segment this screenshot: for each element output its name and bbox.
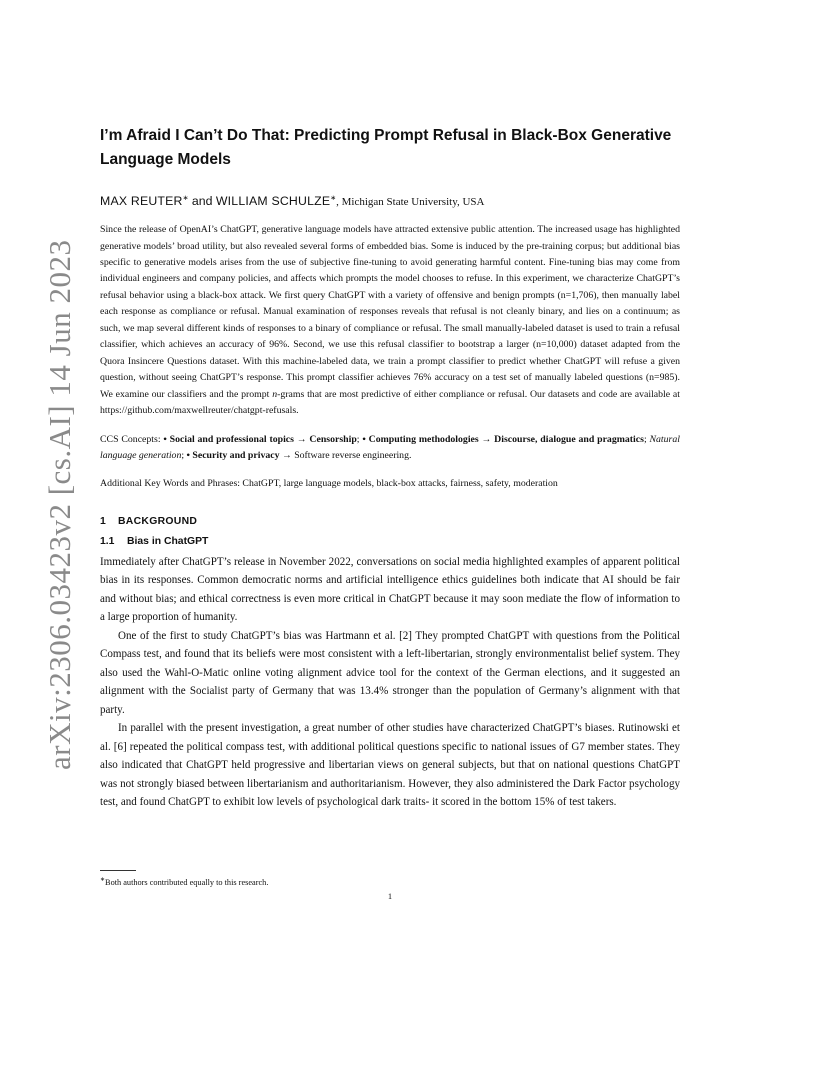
footnote-text: Both authors contributed equally to this research. <box>105 877 269 887</box>
paragraph-2: One of the first to study ChatGPT’s bias was Hartmann et al. [2] They prompted ChatGPT with questions from the Political Compass test, and found that its beliefs were most consistent with a left-libertarian, strongly environmentalist belief system. They also used the Wahl-O-Matic online voting alignment advice tool for the context of the German elections, and it suggested an alignment with the Socialist party of Germany that was 13.4% stronger than the population of Germany’s alignment with that party. <box>100 629 680 716</box>
section-heading <box>100 516 680 527</box>
author-mark-2: ∗ <box>330 195 337 202</box>
arxiv-identifier-stamp: arXiv:2306.03423v2 [cs.AI] 14 Jun 2023 <box>42 239 77 770</box>
ccs-sep-3: ; <box>181 450 187 462</box>
ccs-label: CCS Concepts: <box>100 433 164 445</box>
abstract-italic-n: n <box>272 388 278 400</box>
author-line <box>100 194 680 208</box>
subsection-title: Bias in ChatGPT <box>127 535 209 547</box>
abstract-text-1: Since the release of OpenAI’s ChatGPT, generative language models have attracted extensive public attention. The increased usage has highlighted generative models’ broad utility, but also revealed several forms of embedded bias. Some is induced by the pre-training corpus; but additional bias specific to generative models arises from the use of subjective fine-tuning to avoid generating harmful content. Fine-tuning bias may come from individual engineers and company policies, and affects which prompts the model chooses to refuse. In this experiment, we characterize ChatGPT’s refusal behavior using a black-box attack. We first query ChatGPT with a variety of offensive and benign prompts (n=1,706), then manually label each response as compliance or refusal. Manual examination of responses reveals that refusal is not cleanly binary, and lies on a continuum; as such, we map several different kinds of responses to a binary of compliance or refusal. The small manually-labeled dataset is used to train a refusal classifier, which achieves an accuracy of 96%. Second, we use this refusal classifier to bootstrap a larger (n=10,000) dataset adapted from the Quora Insincere Questions dataset. With this machine-labeled data, we train a prompt classifier to predict whether ChatGPT will refuse a given question, without seeing ChatGPT’s response. This prompt classifier achieves 76% accuracy on a test set of manually labeled questions (n=985). We examine our classifiers and the prompt <box>100 224 680 400</box>
paragraph-1: Immediately after ChatGPT’s release in November 2022, conversations on social media highlighted examples of apparent political bias in its responses. Common democratic norms and artificial intelligence ethics guidelines both indicate that AI should be fair and without bias; and ethical correctness is even more critical in ChatGPT because it may soon mediate the flow of information to a large proportion of humanity. <box>100 555 680 624</box>
section-number: 1 <box>100 515 107 527</box>
ccs-concept-2-sub: Natural language generation <box>100 433 680 462</box>
subsection-number: 1.1 <box>100 535 115 547</box>
page-number: 1 <box>387 891 393 901</box>
author-mark-1: ∗ <box>182 195 189 202</box>
body-text <box>100 553 680 812</box>
ccs-sep-2: ; <box>643 433 650 445</box>
main-content <box>100 124 680 812</box>
ccs-concepts <box>100 432 680 465</box>
footnote-mark: ∗ <box>100 877 106 883</box>
abstract <box>100 222 680 419</box>
footnote <box>100 875 268 888</box>
subsection-heading <box>100 536 680 547</box>
author-name-2: WILLIAM SCHULZE <box>215 194 331 209</box>
author-conjunction: and <box>188 194 216 209</box>
ccs-concept-3-sub: → Software reverse engineering. <box>279 450 412 462</box>
paragraph-3: In parallel with the present investigation, a great number of other studies have characterized ChatGPT’s biases. Rutinowski et al. [6] repeated the political compass test, with additional political questions specific to national issues of G7 member states. They also indicated that ChatGPT held progressive and libertarian views on general subjects, but that on national questions ChatGPT was not strongly biased between libertarianism and authoritarianism. However, they also administered the Dark Factor psychology test, and found ChatGPT to exhibit low levels of psychological dark traits- it scored in the bottom 15% of test takers. <box>100 722 680 809</box>
author-name-1: MAX REUTER <box>100 194 183 209</box>
paper-title: I’m Afraid I Can’t Do That: Predicting Prompt Refusal in Black-Box Generative Language Models <box>100 127 672 168</box>
ccs-concept-2: • Computing methodologies → Discourse, dialogue and pragmatics <box>362 433 644 445</box>
keywords: Additional Key Words and Phrases: ChatGPT, large language models, black-box attacks, fairness, safety, moderation <box>100 477 558 489</box>
section-title: BACKGROUND <box>118 515 198 527</box>
ccs-concept-1: • Social and professional topics → Censorship <box>163 433 357 445</box>
ccs-concept-3: • Security and privacy <box>186 450 280 462</box>
abstract-text-2: -grams that are most predictive of either compliance or refusal. Our datasets and code are available at https://github.com/maxwellreuter/chatgpt-refusals. <box>100 388 680 417</box>
ccs-sep-1: ; <box>356 433 363 445</box>
footnote-divider <box>100 870 136 871</box>
author-affiliation: , Michigan State University, USA <box>336 196 485 209</box>
